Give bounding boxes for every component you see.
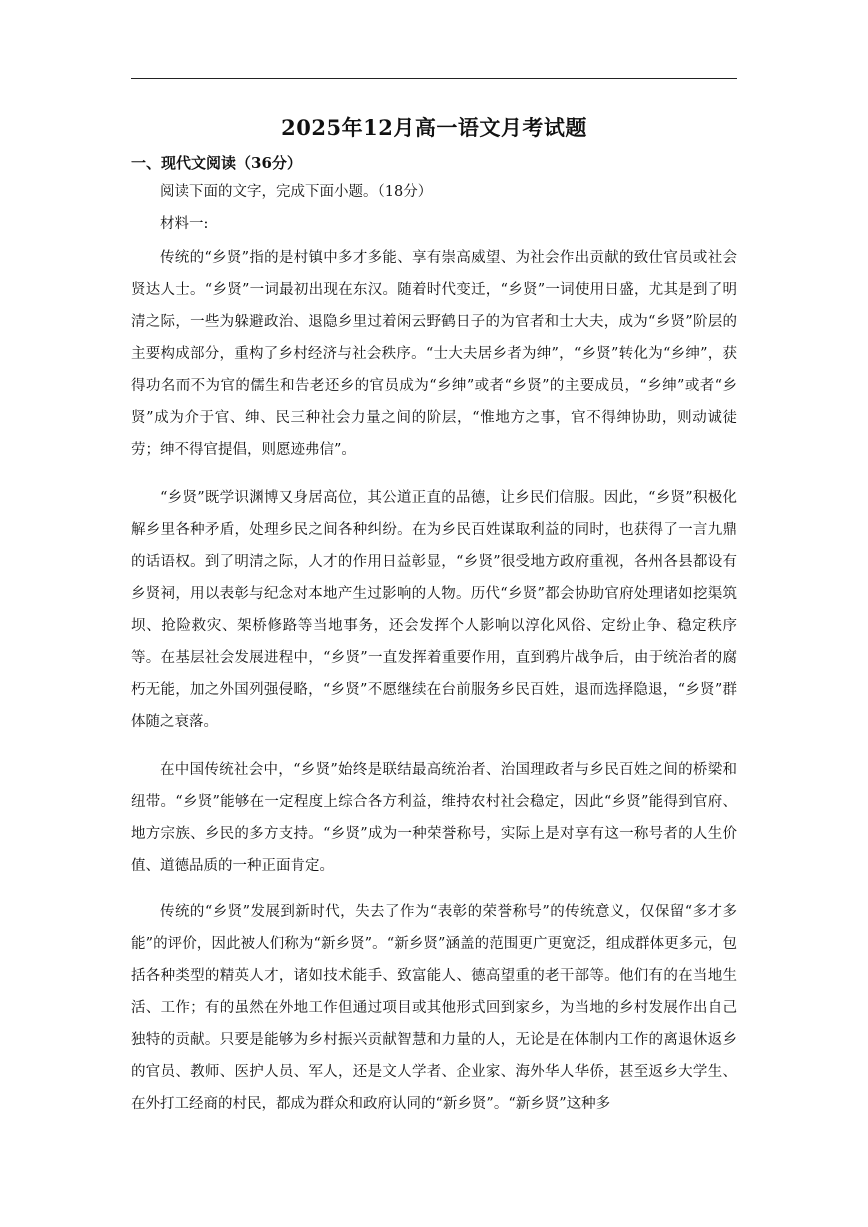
paragraph: 在中国传统社会中，“乡贤”始终是联结最高统治者、治国理政者与乡民百姓之间的桥梁和纽带。“乡贤”能够在一定程度上综合各方利益，维持农村社会稳定，因此“乡贤”能得到官府、地方宗族、乡民的多方支持。“乡贤”成为一种荣誉称号，实际上是对享有这一称号者的人生价值、道德品质的一种正面肯定。 — [131, 762, 737, 874]
paragraph: 传统的“乡贤”指的是村镇中多才多能、享有崇高威望、为社会作出贡献的致仕官员或社会贤达人士。“乡贤”一词最初出现在东汉。随着时代变迁，“乡贤”一词使用日盛，尤其是到了明清之际，一些为躲避政治、退隐乡里过着闲云野鹤日子的为官者和士大夫，成为“乡贤”阶层的主要构成部分，重构了乡村经济与社会秩序。“士大夫居乡者为绅”，“乡贤”转化为“乡绅”，获得功名而不为官的儒生和告老还乡的官员成为“乡绅”或者“乡贤”的主要成员，“乡绅”或者“乡贤”成为介于官、绅、民三种社会力量之间的阶层，“惟地方之事，官不得绅协助，则动诚徒劳；绅不得官提倡，则愿迹弗信”。 — [131, 250, 737, 458]
reading-instruction: 阅读下面的文字，完成下面小题。（18分） — [160, 184, 433, 200]
material-label: 材料一: — [160, 216, 209, 232]
page-title: 2025年12月高一语文月考试题 — [281, 115, 587, 140]
section-heading: 一、现代文阅读（36分） — [131, 154, 302, 172]
paragraph: 传统的“乡贤”发展到新时代，失去了作为“表彰的荣誉称号”的传统意义，仅保留“多才多能”的评价，因此被人们称为“新乡贤”。“新乡贤”涵盖的范围更广更宽泛，组成群体更多元，包括各种类型的精英人才，诸如技术能手、致富能人、德高望重的老干部等。他们有的在当地生活、工作；有的虽然在外地工作但通过项目或其他形式回到家乡，为当地的乡村发展作出自己独特的贡献。只要是能够为乡村振兴贡献智慧和力量的人，无论是在体制内工作的离退休返乡的官员、教师、医护人员、军人，还是文人学者、企业家、海外华人华侨，甚至返乡大学生、在外打工经商的村民，都成为群众和政府认同的“新乡贤”。“新乡贤”这种多 — [131, 904, 737, 1112]
paragraph: “乡贤”既学识渊博又身居高位，其公道正直的品德，让乡民们信服。因此，“乡贤”积极化解乡里各种矛盾，处理乡民之间各种纠纷。在为乡民百姓谋取利益的同时，也获得了一言九鼎的话语权。到了明清之际，人才的作用日益彰显，“乡贤”很受地方政府重视，各州各县都设有乡贤祠，用以表彰与纪念对本地产生过影响的人物。历代“乡贤”都会协助官府处理诸如挖渠筑坝、抢险救灾、架桥修路等当地事务，还会发挥个人影响以淳化风俗、定纷止争、稳定秩序等。在基层社会发展进程中，“乡贤”一直发挥着重要作用，直到鸦片战争后，由于统治者的腐朽无能，加之外国列强侵略，“乡贤”不愿继续在台前服务乡民百姓，退而选择隐退，“乡贤”群体随之衰落。 — [131, 490, 737, 730]
header-rule — [131, 78, 737, 79]
